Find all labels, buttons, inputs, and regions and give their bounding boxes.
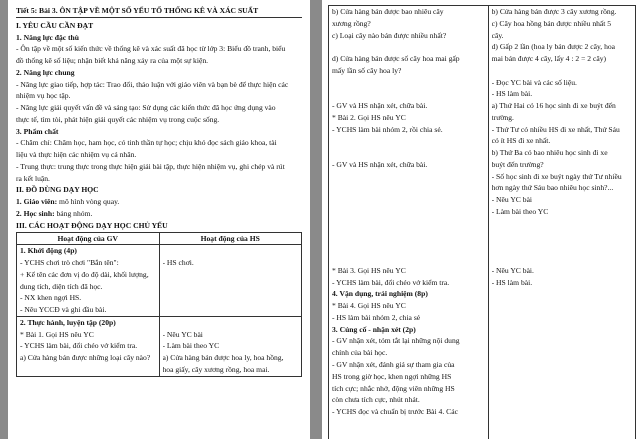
subsection-general-competence: 2. Năng lực chung <box>16 67 75 77</box>
column-header-student: Hoạt động của HS <box>159 232 302 245</box>
cell-line <box>492 230 632 242</box>
cell-line: dung tích, diện tích đã học. <box>20 281 103 291</box>
cell-line: a) Cửa hàng bán được những loại cây nào? <box>20 353 151 363</box>
cell-line: d) Gấp 2 lần (hoa ly bán được 2 cây, hoa <box>491 42 616 52</box>
cell-student <box>159 245 302 317</box>
cell-line: - Làm bài theo YC <box>162 341 220 351</box>
cell-line <box>332 253 485 265</box>
cell-line: - YCHS làm bài nhóm 2, rồi chia sẻ. <box>332 124 443 134</box>
cell-line: - Nêu YCCĐ và ghi đầu bài. <box>20 305 107 315</box>
text-line: đồ thống kê số liệu; nhận biết khả năng xảy ra của một sự kiện. <box>16 56 209 66</box>
cell-line: - YCHS làm bài, đổi chéo vở kiểm tra. <box>20 341 138 351</box>
left-page <box>8 0 310 439</box>
activities-table-continued <box>328 5 636 439</box>
cell-line: * Bài 2. Gọi HS nêu YC <box>332 112 406 122</box>
label: 2. Học sinh: <box>16 209 55 219</box>
cell-line <box>332 135 485 147</box>
cell-line: - GV nhận xét, đánh giá sự tham gia của <box>332 359 455 369</box>
cell-line <box>332 218 485 230</box>
text-line: - Chăm chỉ: Chăm học, ham học, có tinh thần tự học; chịu khó đọc sách giáo khoa, tài <box>16 138 277 148</box>
subsection-qualities: 3. Phẩm chất <box>16 126 59 136</box>
materials-student <box>16 208 302 220</box>
section-materials: II. ĐỒ DÙNG DẠY HỌC <box>16 185 99 195</box>
text-line: liệu và thực hiện các nhiệm vụ cá nhân. <box>16 150 137 160</box>
cell-teacher <box>17 316 160 376</box>
cell-line <box>332 41 485 53</box>
cell-line: a) Cửa hàng bán được hoa ly, hoa hồng, <box>162 353 284 363</box>
activity-heading: 4. Vận dụng, trải nghiệm (8p) <box>332 289 428 299</box>
cell-line <box>492 65 632 77</box>
cell-line <box>332 194 485 206</box>
cell-line: b) Thứ Ba có bao nhiêu học sinh đi xe <box>491 148 608 158</box>
value: mô hình vòng quay. <box>57 197 120 207</box>
cell-line: - Nêu YC bài <box>162 329 203 339</box>
cell-line: mấy lần số cây hoa ly? <box>332 65 402 75</box>
cell-line: - GV nhận xét, tóm tắt lại những nội dung <box>332 336 460 346</box>
text-line: - Năng lực giải quyết vấn đề và sáng tạo: Sử dụng các kiến thức đã học ứng dụng vào <box>16 103 276 113</box>
cell-student <box>159 316 302 376</box>
cell-line: - GV và HS nhận xét, chữa bài. <box>332 159 428 169</box>
cell-line <box>332 171 485 183</box>
cell-line <box>332 88 485 100</box>
cell-line: - YCHS chơi trò chơi "Bắn tên": <box>20 258 119 268</box>
cell-line <box>492 241 632 253</box>
cell-line <box>332 147 485 159</box>
cell-line <box>163 245 299 257</box>
text-line: - Trung thực: trung thực trong thực hiện giải bài tập, thực hiện nhiệm vụ, ghi chép và rút <box>16 161 285 171</box>
cell-line: - Nêu YC bài <box>491 195 533 205</box>
cell-line <box>332 241 485 253</box>
cell-line: + Kể tên các đơn vị đo độ dài, khối lượng, <box>20 269 149 279</box>
subsection-specific-competence: 1. Năng lực đặc thù <box>16 32 79 42</box>
cell-line: - HS chơi. <box>162 258 194 268</box>
label: 1. Giáo viên: <box>16 197 58 207</box>
cell-line: c) Loại cây nào bán được nhiều nhất? <box>332 30 447 40</box>
cell-line: còn chưa tích cực, nhút nhát. <box>332 395 420 405</box>
text-line: thực tế, tìm tòi, phát hiện giải quyết các nhiệm vụ trong cuộc sống. <box>16 114 220 124</box>
cell-line: - Nêu YC bài. <box>491 265 534 275</box>
activity-heading: 3. Củng cố - nhận xét (2p) <box>332 324 416 334</box>
cell-line: chính của bài học. <box>332 348 388 358</box>
cell-student <box>488 6 635 439</box>
cell-line: * Bài 4. Gọi HS nêu YC <box>332 301 406 311</box>
cell-line: - YCHS làm bài, đổi chéo vở kiểm tra. <box>332 277 450 287</box>
cell-line: tích cực; nhắc nhở, động viên những HS <box>332 383 455 393</box>
cell-line: mai bán được 4 cây, lấy 4 : 2 = 2 cây) <box>491 54 607 64</box>
cell-line <box>332 182 485 194</box>
right-page <box>322 0 640 439</box>
text-line: nhiệm vụ học tập. <box>16 91 71 101</box>
activities-table <box>16 232 302 377</box>
cell-line: b) Cửa hàng bán được bao nhiêu cây <box>332 7 444 16</box>
cell-line: trường. <box>491 112 514 122</box>
cell-line: HS trong giờ học, khen ngợi những HS <box>332 371 452 381</box>
cell-line: * Bài 1. Gọi HS nêu YC <box>20 329 94 339</box>
materials-teacher <box>16 196 302 208</box>
cell-line: d) Cửa hàng bán được số cây hoa mai gấp <box>332 54 460 64</box>
cell-line: - Thứ Tư có nhiều HS đi xe nhất, Thứ Sáu <box>491 124 620 134</box>
cell-line: c) Cây hoa hồng bán được nhiều nhất 5 <box>491 18 612 28</box>
cell-line: * Bài 3. Gọi HS nêu YC <box>332 265 406 275</box>
text-line: ra kết luận. <box>16 173 50 183</box>
text-line: - Năng lực giao tiếp, hợp tác: Trao đổi, thảo luận với giáo viên và bạn bè để thực hiện các <box>16 79 289 89</box>
cell-line: cây. <box>491 30 504 40</box>
cell-line: - YCHS đọc và chuẩn bị trước Bài 4. Các <box>332 407 458 417</box>
cell-line: có ít HS đi xe nhất. <box>491 136 551 146</box>
cell-line: buýt đến trường? <box>491 159 544 169</box>
section-activities: III. CÁC HOẠT ĐỘNG DẠY HỌC CHỦ YẾU <box>16 220 168 230</box>
cell-line <box>332 230 485 242</box>
cell-line: - HS làm bài nhóm 2, chia sẻ <box>332 312 421 322</box>
lesson-title: Tiết 5: Bài 3. ÔN TẬP VỀ MỘT SỐ YẾU TỐ THỐNG KÊ VÀ XÁC SUẤT <box>16 5 302 18</box>
value: bảng nhóm. <box>54 209 93 219</box>
cell-line: hơn ngày thứ Sáu bao nhiêu học sinh?... <box>491 183 614 193</box>
cell-teacher <box>17 245 160 317</box>
cell-teacher <box>329 6 489 439</box>
cell-line: - HS làm bài. <box>491 89 533 99</box>
cell-line: - Số học sinh đi xe buýt ngày thứ Tư nhiều <box>491 171 622 181</box>
activity-heading: 2. Thực hành, luyện tập (20p) <box>20 317 116 327</box>
cell-line: a) Thứ Hai có 16 học sinh đi xe buýt đến <box>491 101 616 111</box>
cell-line: - Đọc YC bài và các số liệu. <box>491 77 577 87</box>
cell-line: - Làm bài theo YC <box>491 207 549 217</box>
section-requirements: I. YÊU CẦU CẦN ĐẠT <box>16 20 94 30</box>
cell-line <box>332 206 485 218</box>
cell-line <box>492 253 632 265</box>
cell-line: xương rồng? <box>332 18 371 28</box>
cell-line: - HS làm bài. <box>491 277 533 287</box>
text-line: - Ôn tập về một số kiến thức về thống kê và xác suất đã học từ lớp 3: Biểu đồ tranh, biểu <box>16 44 286 54</box>
cell-line <box>492 218 632 230</box>
activity-heading: 1. Khởi động (4p) <box>20 246 77 256</box>
cell-line <box>163 317 299 329</box>
cell-line: - GV và HS nhận xét, chữa bài. <box>332 101 428 111</box>
column-header-teacher: Hoạt động của GV <box>17 232 160 245</box>
cell-line <box>332 77 485 89</box>
cell-line: b) Cửa hàng bán được 3 cây xương rồng. <box>491 7 617 16</box>
cell-line: - NX khen ngợi HS. <box>20 293 82 303</box>
cell-line: hoa giấy, cây xương rồng, hoa mai. <box>162 364 270 374</box>
cell-line <box>20 364 156 376</box>
